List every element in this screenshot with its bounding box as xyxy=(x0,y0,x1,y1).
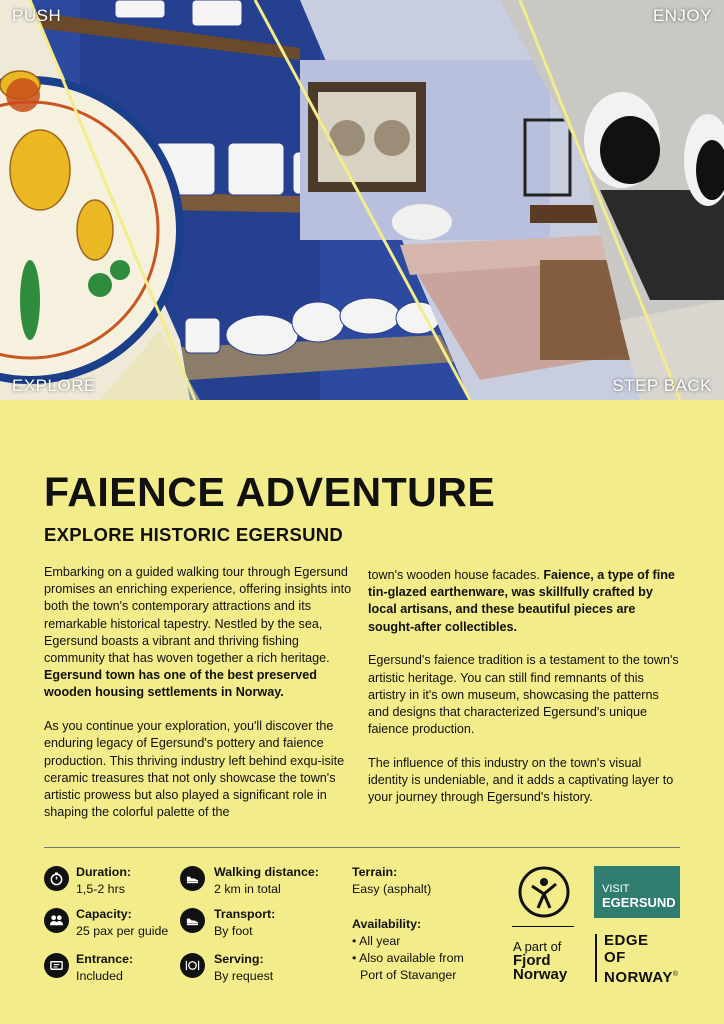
body-text: The influence of this industry on the town's visual identity is undeniable, and it adds a captivating layer to your journey through Egersund's history. xyxy=(368,755,674,805)
info-entrance xyxy=(76,951,133,985)
fjord-norway-emblem xyxy=(514,862,574,922)
edge-line: EDGE xyxy=(604,932,649,949)
body-paragraph xyxy=(368,755,680,807)
info-label: Duration: xyxy=(76,865,132,879)
page-title: FAIENCE ADVENTURE xyxy=(44,469,496,515)
info-serving xyxy=(214,951,273,985)
registered-mark: ® xyxy=(672,971,679,978)
body-text: Egersund's faience tradition is a testament to the town's artistic heritage. You can still find remnants of this artistry in it's own museum, showcasing the patterns and designs that characterized Egersund's unique faience production. xyxy=(368,653,679,737)
info-availability xyxy=(352,916,464,984)
info-capacity xyxy=(76,906,168,940)
visit-egersund-logo xyxy=(594,866,680,918)
info-value: 2 km in total xyxy=(214,882,281,896)
visit-egersund-line: EGERSUND xyxy=(602,895,676,910)
info-value: Included xyxy=(76,969,123,983)
body-paragraph xyxy=(368,567,680,636)
body-highlight: Egersund town has one of the best preserved wooden housing settlements in Norway. xyxy=(44,668,317,700)
hero-photo-collage xyxy=(0,0,724,400)
info-value: By foot xyxy=(214,924,253,938)
info-walking-distance xyxy=(214,864,319,898)
visit-egersund-line: VISIT xyxy=(602,883,630,895)
ticket-icon xyxy=(44,953,69,978)
body-text: town's wooden house facades. xyxy=(368,568,544,582)
info-value: Port of Stavanger xyxy=(360,968,457,982)
info-value: Easy (asphalt) xyxy=(352,882,432,896)
corner-label-push: PUSH xyxy=(12,6,62,25)
info-label: Availability: xyxy=(352,917,422,931)
info-duration xyxy=(76,864,131,898)
info-label: Serving: xyxy=(214,952,264,966)
group-icon xyxy=(44,908,69,933)
corner-label-step-back: STEP BACK xyxy=(612,376,712,395)
stopwatch-icon xyxy=(44,866,69,891)
edge-logo-bar xyxy=(595,934,597,982)
page-subtitle: EXPLORE HISTORIC EGERSUND xyxy=(44,524,344,545)
fjord-norway-logo xyxy=(514,862,574,922)
info-value: 25 pax per guide xyxy=(76,924,169,938)
corner-label-explore: EXPLORE xyxy=(12,376,96,395)
section-divider xyxy=(44,847,680,848)
info-transport xyxy=(214,906,275,940)
body-paragraph xyxy=(368,652,680,738)
shoe-icon xyxy=(180,908,205,933)
edge-line-text: NORWAY xyxy=(604,969,673,986)
logo-divider xyxy=(512,926,574,927)
body-text: Embarking on a guided walking tour through Egersund promises an enriching experience, offering insights into both the town's contemporary attractions and its remarkable historical tapestry. Nestled by the sea, Egersund boasts a vibrant and thriving fishing community that has woven together a rich heritage. xyxy=(44,565,352,666)
body-text: As you continue your exploration, you'll discover the enduring legacy of Egersund's pottery and faience production. This thriving industry left behind exqu-isite ceramic treasures that not only showcase the town's artistic prowess but also played a significant role in shaping the colorful palette of the xyxy=(44,719,345,820)
info-value: By request xyxy=(214,969,274,983)
info-label: Capacity: xyxy=(76,907,132,921)
info-value: 1,5-2 hrs xyxy=(76,882,125,896)
info-value: • Also available from xyxy=(352,951,464,965)
fjord-norway-line: Fjord xyxy=(513,952,551,969)
info-terrain xyxy=(352,864,431,898)
corner-label-enjoy: ENJOY xyxy=(652,6,712,25)
info-value: • All year xyxy=(352,934,401,948)
edge-of-norway-logo xyxy=(604,932,679,986)
info-label: Transport: xyxy=(214,907,276,921)
info-label: Terrain: xyxy=(352,865,398,879)
fjord-norway-text xyxy=(513,940,567,982)
edge-line: OF xyxy=(604,949,626,966)
shoe-icon xyxy=(180,866,205,891)
fjord-norway-line: A part of xyxy=(513,939,562,954)
info-label: Entrance: xyxy=(76,952,134,966)
body-paragraph xyxy=(44,718,356,821)
body-column-left xyxy=(44,564,356,838)
body-column-right xyxy=(368,567,680,823)
body-paragraph xyxy=(44,564,356,702)
plate-cutlery-icon xyxy=(180,953,205,978)
fjord-norway-line: Norway xyxy=(513,966,568,983)
body-highlight: Faience, a type of fine tin-glazed earthenware, was skillfully crafted by local artisans, and these beautiful pieces are sought-after collectibles. xyxy=(368,568,675,634)
edge-line xyxy=(604,966,679,986)
hero-collage xyxy=(0,0,724,400)
info-label: Walking distance: xyxy=(214,865,319,879)
